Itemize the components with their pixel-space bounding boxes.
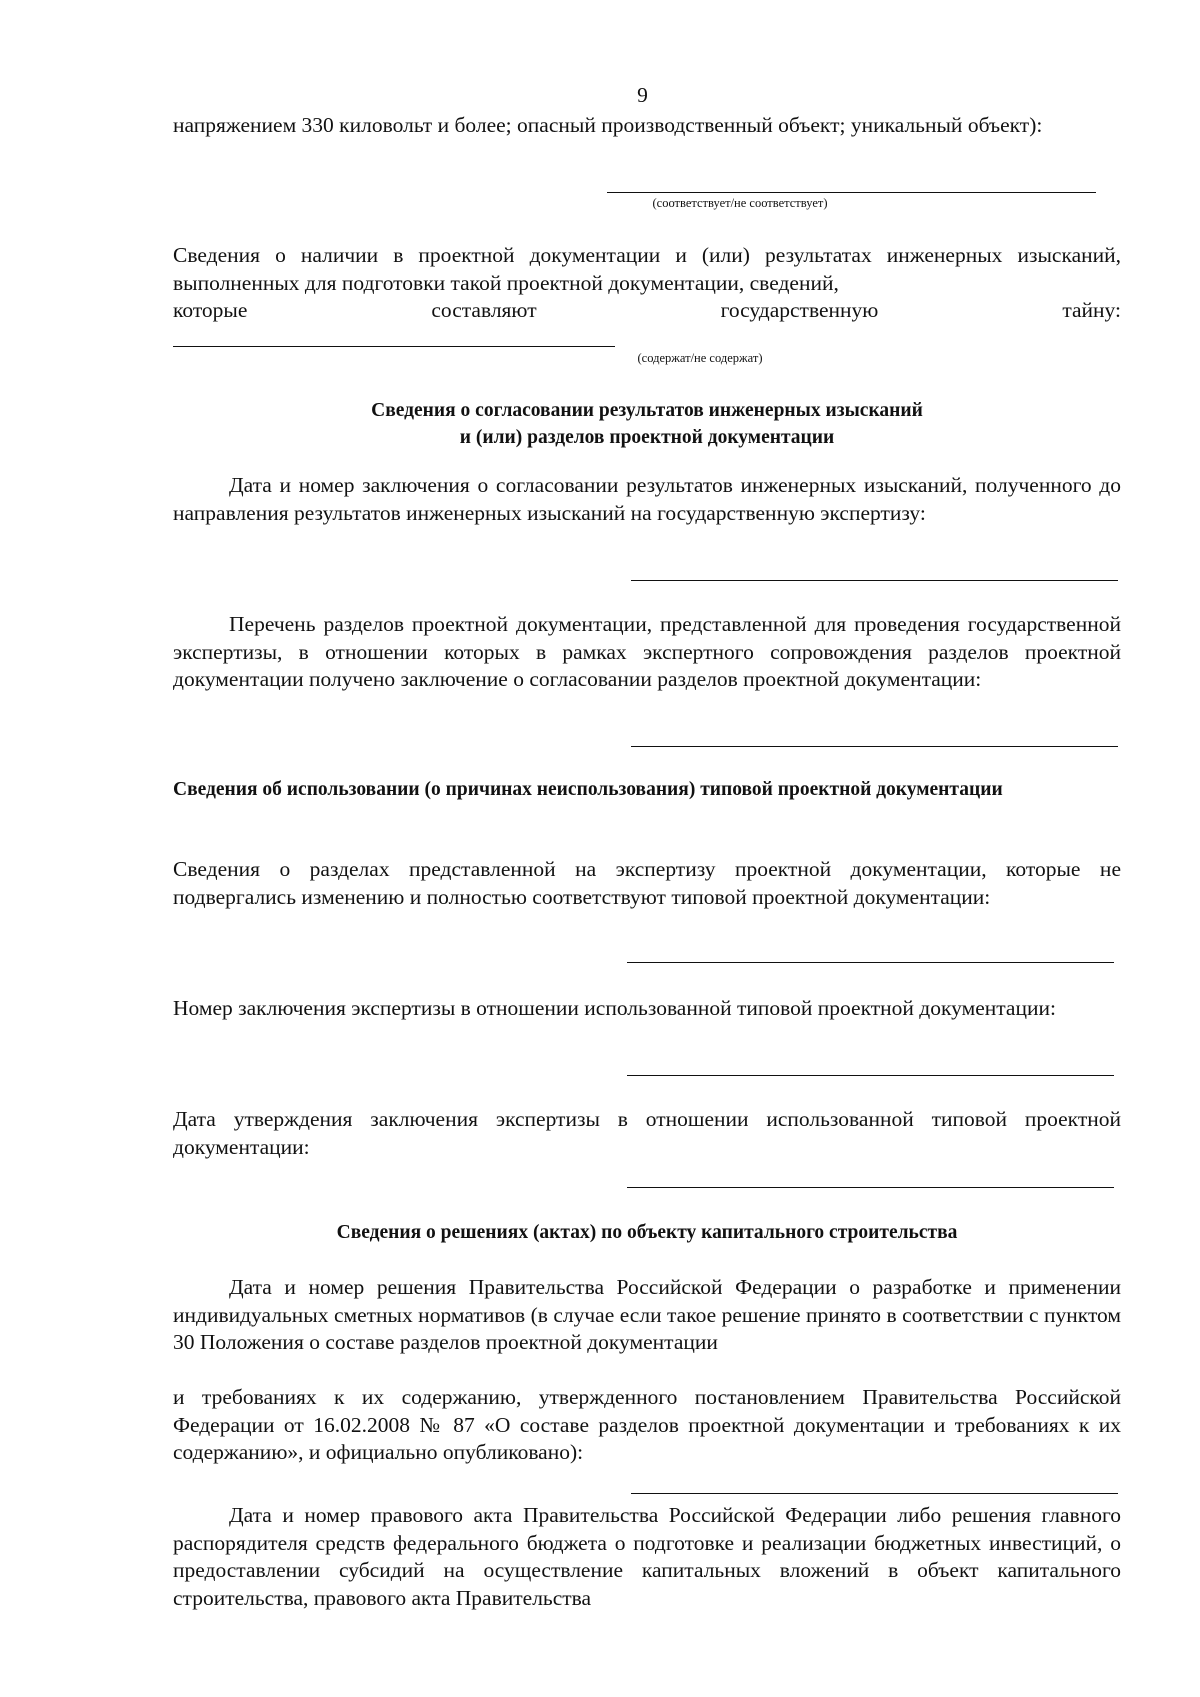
intro-text: напряжением 330 киловольт и более; опасный производственный объект; уникальный объект): <box>173 113 1043 137</box>
approval-section-heading <box>173 397 1121 451</box>
secret-info-word: тайну: <box>1062 298 1121 322</box>
typical-docs-para1: Сведения о разделах представленной на экспертизу проектной документации, которые не подвергались изменению и полностью соответствуют типовой проектной документации: <box>173 857 1121 909</box>
decisions-para1-part2: и требованиях к их содержанию, утвержденного постановлением Правительства Российской Федерации от 16.02.2008 № 87 «О составе разделов проектной документации и требованиях к их содержанию», и официально опубликовано): <box>173 1385 1121 1464</box>
decisions-para2: Дата и номер правового акта Правительства Российской Федерации либо решения главного распорядителя средств федерального бюджета о подготовке и реализации бюджетных инвестиций, о предоставлении субсидий на осуществление капитальных вложений в объект капитального строительства, правового акта Правительства <box>173 1503 1121 1610</box>
secret-info-word: которые <box>173 298 248 322</box>
decisions-para1-part1: Дата и номер решения Правительства Российской Федерации о разработке и применении индивидуальных сметных нормативов (в случае если такое решение принято в соответствии с пунктом 30 Положения о составе разделов проектной документации <box>173 1275 1121 1354</box>
typical-docs-para2: Номер заключения экспертизы в отношении использованной типовой проектной документации: <box>173 996 1056 1020</box>
typical-docs-para1-input-line[interactable] <box>627 962 1114 963</box>
secret-info-word: составляют <box>431 298 537 322</box>
page-number: 9 <box>637 83 648 107</box>
typical-docs-para2-input-line[interactable] <box>627 1075 1114 1076</box>
approval-para2-input-line[interactable] <box>631 746 1118 747</box>
decisions-para1-input-line[interactable] <box>631 1493 1118 1494</box>
typical-docs-para3-input-line[interactable] <box>627 1187 1114 1188</box>
secret-info-word: государственную <box>720 298 879 322</box>
secret-info-main: Сведения о наличии в проектной документации и (или) результатах инженерных изысканий, выполненных для подготовки такой проектной документации, сведений, <box>173 243 1121 295</box>
decisions-heading: Сведения о решениях (актах) по объекту капитального строительства <box>336 1222 958 1243</box>
secret-info-text <box>173 242 1121 325</box>
secret-info-input-line[interactable] <box>173 346 615 347</box>
approval-para2: Перечень разделов проектной документации, представленной для проведения государственной экспертизы, в отношении которых в рамках экспертного сопровождения разделов проектной документации получено заключение о согласовании разделов проектной документации: <box>173 612 1121 691</box>
secret-info-caption: (содержат/не содержат) <box>637 351 763 365</box>
typical-docs-para3: Дата утверждения заключения экспертизы в отношении использованной типовой проектной документации: <box>173 1107 1121 1159</box>
conformity-caption: (соответствует/не соответствует) <box>652 196 828 210</box>
approval-heading-line2: и (или) разделов проектной документации <box>459 427 835 448</box>
conformity-input-line[interactable] <box>607 192 1096 193</box>
secret-info-last-line <box>173 297 1121 325</box>
typical-docs-heading: Сведения об использовании (о причинах неиспользования) типовой проектной документации <box>173 779 1003 800</box>
approval-heading-line1: Сведения о согласовании результатов инженерных изысканий <box>371 400 923 421</box>
approval-para1: Дата и номер заключения о согласовании результатов инженерных изысканий, полученного до направления результатов инженерных изысканий на государственную экспертизу: <box>173 473 1121 525</box>
approval-para1-input-line[interactable] <box>631 580 1118 581</box>
